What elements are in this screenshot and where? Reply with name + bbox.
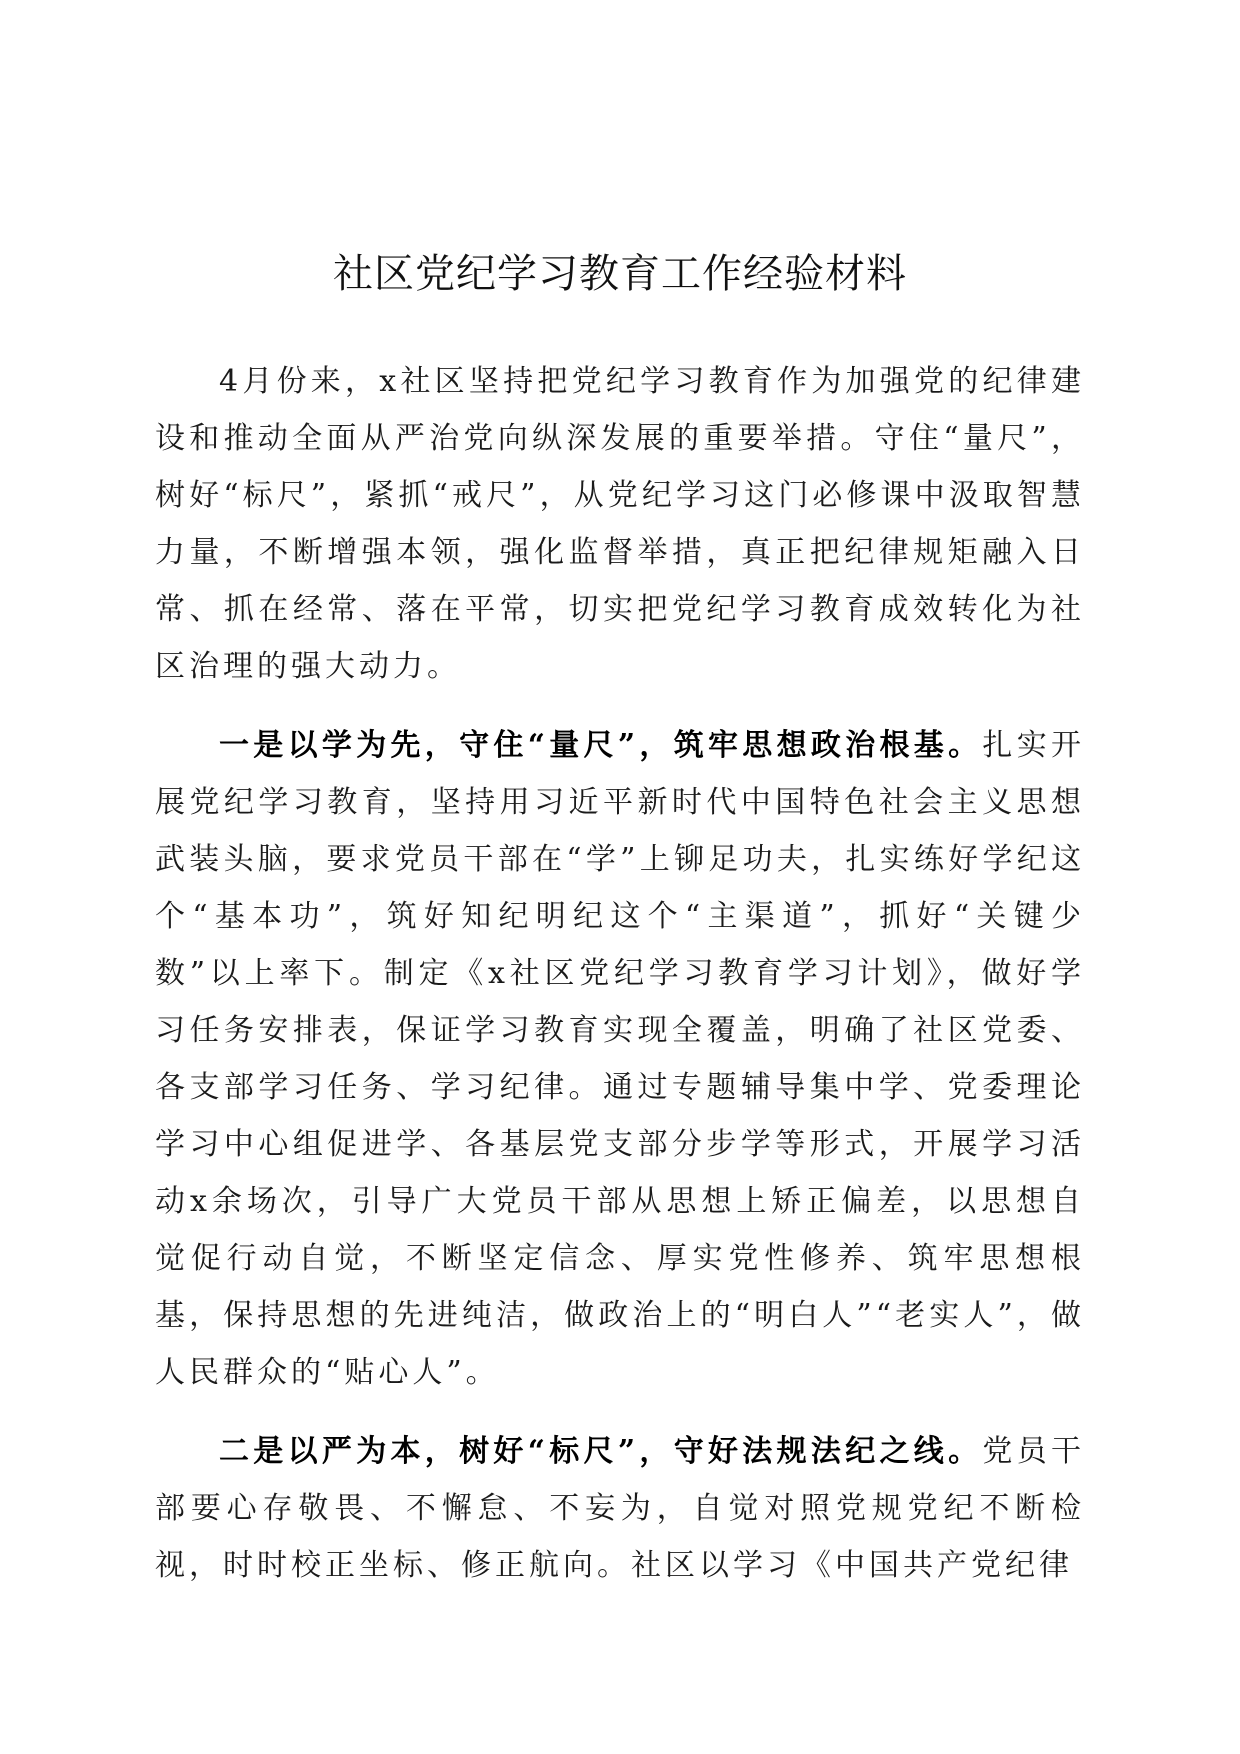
section-2-lead: 二是以严为本，树好“标尺”，守好法规法纪之线。 (219, 1434, 983, 1469)
section-1-text: 扎实开展党纪学习教育，坚持用习近平新时代中国特色社会主义思想武装头脑，要求党员干部在“学”上铆足功夫，扎实练好学纪这个“基本功”，筑好知纪明纪这个“主渠道”，抓好“关键少数”以上率下。制定《x社区党纪学习教育学习计划》，做好学习任务安排表，保证学习教育实现全覆盖，明确了社区党委、各支部学习任务、学习纪律。通过专题辅导集中学、党委理论学习中心组促进学、各基层党支部分步学等形式，开展学习活动x余场次，引导广大党员干部从思想上矫正偏差，以思想自觉促行动自觉，不断坚定信念、厚实党性修养、筑牢思想根基，保持思想的先进纯洁，做政治上的“明白人”“老实人”，做人民群众的“贴心人”。 (155, 728, 1086, 1390)
section-1-lead: 一是以学为先，守住“量尺”，筑牢思想政治根基。 (219, 728, 983, 763)
document-body (155, 353, 1085, 1616)
section-1-paragraph (155, 717, 1085, 1401)
section-2-text: 党员干部要心存敬畏、不懈怠、不妄为，自觉对照党规党纪不断检视，时时校正坐标、修正航向。社区以学习《中国共产党纪律 (155, 1434, 1086, 1583)
document-title: 社区党纪学习教育工作经验材料 (333, 251, 907, 297)
intro-paragraph: 4月份来，x社区坚持把党纪学习教育作为加强党的纪律建设和推动全面从严治党向纵深发展的重要举措。守住“量尺”，树好“标尺”，紧抓“戒尺”，从党纪学习这门必修课中汲取智慧力量，不断增强本领，强化监督举措，真正把纪律规矩融入日常、抓在经常、落在平常，切实把党纪学习教育成效转化为社区治理的强大动力。 (155, 364, 1085, 684)
section-2-paragraph (155, 1423, 1085, 1594)
